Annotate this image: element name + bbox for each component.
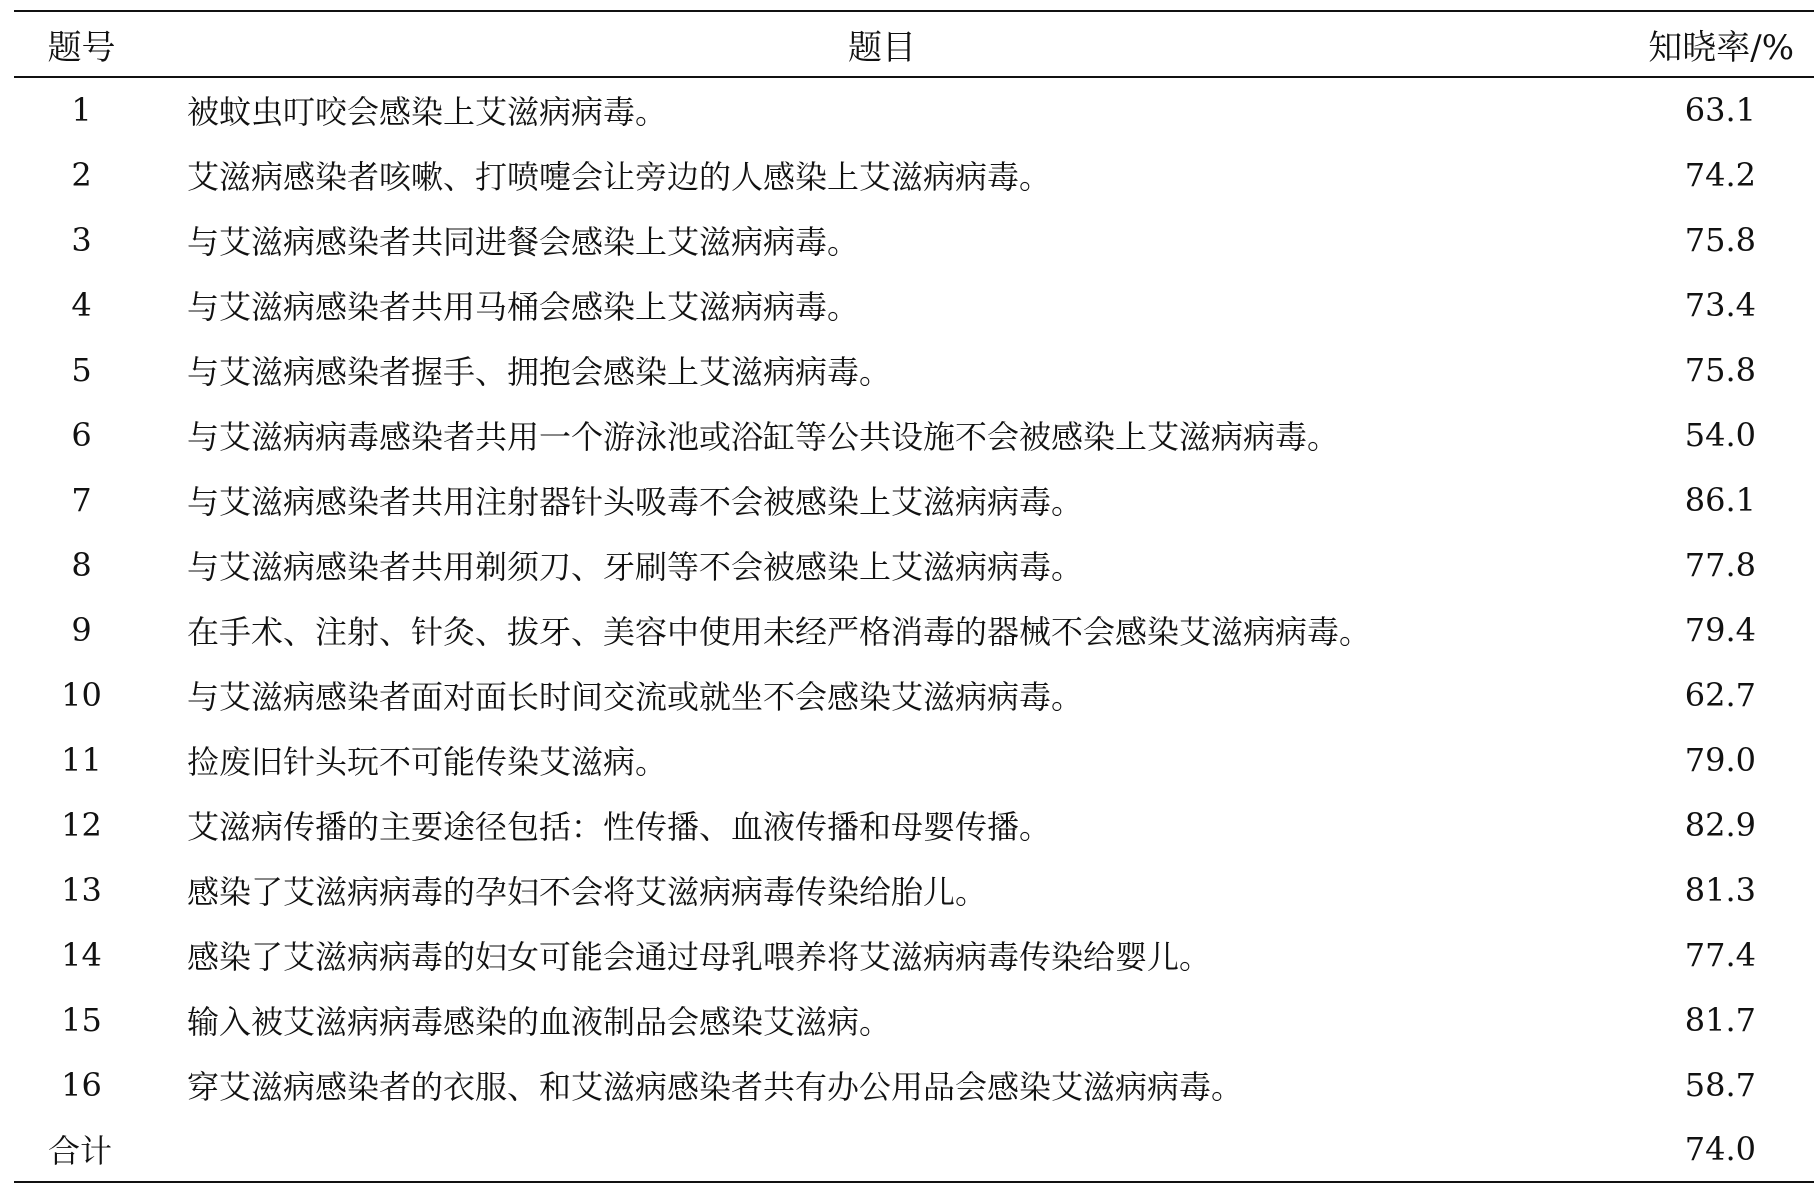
table-row (14, 792, 1814, 857)
table-row (14, 987, 1814, 1052)
table-row (14, 727, 1814, 792)
row-item: 输入被艾滋病病毒感染的血液制品会感染艾滋病。 (187, 1002, 892, 1041)
row-item: 与艾滋病感染者共用注射器针头吸毒不会被感染上艾滋病病毒。 (187, 482, 1084, 521)
header-rate: 知晓率/% (1615, 11, 1814, 77)
row-rate: 79.4 (1684, 610, 1756, 649)
row-rate: 63.1 (1684, 91, 1756, 129)
table-header (14, 11, 1814, 77)
table-row (14, 337, 1814, 402)
row-rate: 77.4 (1684, 935, 1756, 974)
table-row (14, 662, 1814, 727)
table-row (14, 272, 1814, 337)
awareness-table (14, 10, 1814, 1183)
row-item: 在手术、注射、针灸、拔牙、美容中使用未经严格消毒的器械不会感染艾滋病病毒。 (187, 612, 1372, 651)
row-rate: 82.9 (1684, 805, 1756, 844)
table-body (14, 77, 1814, 1182)
row-number: 15 (61, 1000, 102, 1039)
row-number: 10 (61, 675, 102, 714)
table-row (14, 77, 1814, 142)
row-item: 捡废旧针头玩不可能传染艾滋病。 (187, 742, 668, 781)
awareness-table-container (14, 10, 1814, 1183)
total-item-empty (149, 1117, 1615, 1182)
table-row (14, 142, 1814, 207)
row-rate: 77.8 (1684, 545, 1756, 584)
row-number: 7 (71, 480, 92, 519)
table-row (14, 922, 1814, 987)
row-item: 与艾滋病感染者握手、拥抱会感染上艾滋病病毒。 (187, 352, 892, 391)
row-item: 艾滋病传播的主要途径包括：性传播、血液传播和母婴传播。 (187, 807, 1052, 846)
row-item: 与艾滋病感染者共同进餐会感染上艾滋病病毒。 (187, 222, 860, 261)
table-row (14, 402, 1814, 467)
row-number: 8 (71, 545, 92, 584)
total-label: 合计 (14, 1117, 149, 1182)
header-item: 题目 (149, 11, 1615, 77)
row-rate: 73.4 (1684, 285, 1756, 324)
total-row (14, 1117, 1814, 1182)
row-number: 13 (61, 870, 102, 909)
row-item: 穿艾滋病感染者的衣服、和艾滋病感染者共有办公用品会感染艾滋病病毒。 (187, 1067, 1244, 1106)
row-rate: 62.7 (1684, 675, 1756, 714)
row-item: 与艾滋病感染者共用剃须刀、牙刷等不会被感染上艾滋病病毒。 (187, 547, 1084, 586)
row-item: 与艾滋病感染者共用马桶会感染上艾滋病病毒。 (187, 287, 860, 326)
row-rate: 86.1 (1684, 480, 1756, 519)
row-rate: 81.3 (1684, 870, 1756, 909)
row-number: 14 (61, 935, 102, 974)
row-rate: 75.8 (1684, 220, 1756, 259)
table-row (14, 857, 1814, 922)
row-item: 与艾滋病感染者面对面长时间交流或就坐不会感染艾滋病病毒。 (187, 677, 1084, 716)
row-rate: 74.2 (1684, 155, 1756, 194)
table-row (14, 597, 1814, 662)
table-row (14, 207, 1814, 272)
row-item: 感染了艾滋病病毒的孕妇不会将艾滋病病毒传染给胎儿。 (187, 872, 988, 911)
row-number: 1 (71, 91, 92, 129)
row-number: 11 (61, 740, 102, 779)
row-number: 3 (71, 220, 92, 259)
row-number: 9 (71, 610, 92, 649)
row-number: 4 (71, 285, 92, 324)
table-row (14, 532, 1814, 597)
row-number: 16 (61, 1065, 102, 1104)
row-item: 被蚊虫叮咬会感染上艾滋病病毒。 (187, 93, 668, 131)
row-rate: 75.8 (1684, 350, 1756, 389)
row-item: 与艾滋病病毒感染者共用一个游泳池或浴缸等公共设施不会被感染上艾滋病病毒。 (187, 417, 1340, 456)
header-number: 题号 (14, 11, 149, 77)
row-rate: 81.7 (1684, 1000, 1756, 1039)
row-item: 感染了艾滋病病毒的妇女可能会通过母乳喂养将艾滋病病毒传染给婴儿。 (187, 937, 1212, 976)
row-rate: 79.0 (1684, 740, 1756, 779)
row-item: 艾滋病感染者咳嗽、打喷嚏会让旁边的人感染上艾滋病病毒。 (187, 157, 1052, 196)
table-row (14, 1052, 1814, 1117)
total-rate: 74.0 (1615, 1117, 1814, 1182)
row-rate: 58.7 (1684, 1065, 1756, 1104)
row-number: 6 (71, 415, 92, 454)
row-number: 2 (71, 155, 92, 194)
header-row (14, 11, 1814, 77)
row-rate: 54.0 (1684, 415, 1756, 454)
row-number: 5 (71, 350, 92, 389)
table-row (14, 467, 1814, 532)
row-number: 12 (61, 805, 102, 844)
